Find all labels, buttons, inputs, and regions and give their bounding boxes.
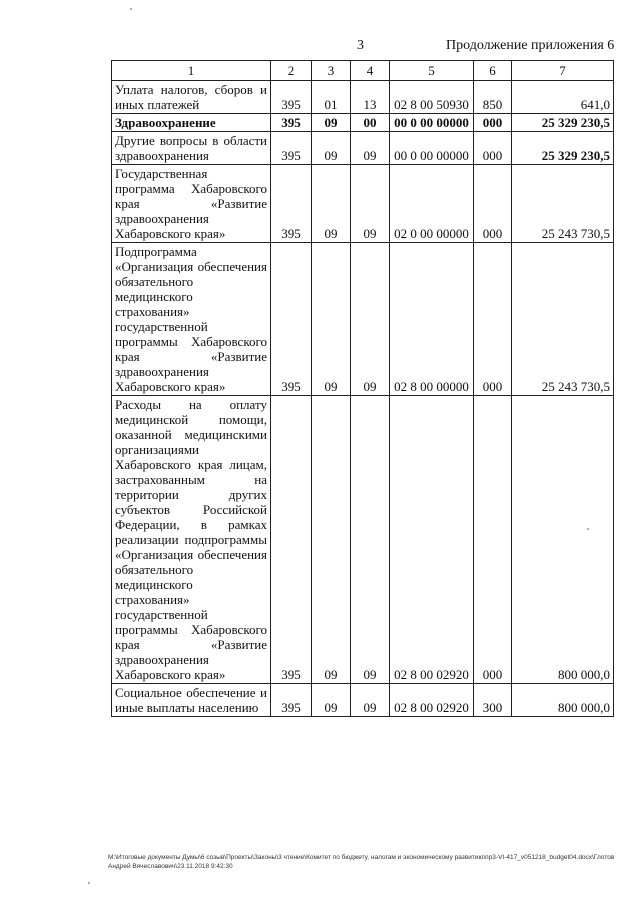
cell-section: 09 — [312, 165, 351, 243]
column-header: 6 — [474, 61, 512, 81]
cell-expense-type: 000 — [474, 396, 512, 684]
cell-amount: 25 329 230,5 — [512, 114, 614, 132]
cell-admin-code: 395 — [271, 684, 312, 717]
table-row — [112, 114, 614, 132]
table-row — [112, 396, 614, 684]
cell-subsection: 09 — [351, 165, 390, 243]
cell-target-article: 00 0 00 00000 — [390, 132, 474, 165]
scan-speck — [130, 8, 132, 10]
column-header: 7 — [512, 61, 614, 81]
cell-admin-code: 395 — [271, 114, 312, 132]
cell-expense-type: 000 — [474, 165, 512, 243]
cell-section: 01 — [312, 81, 351, 114]
cell-section: 09 — [312, 114, 351, 132]
cell-admin-code: 395 — [271, 396, 312, 684]
cell-admin-code: 395 — [271, 165, 312, 243]
cell-admin-code: 395 — [271, 81, 312, 114]
table-row — [112, 132, 614, 165]
cell-section: 09 — [312, 243, 351, 396]
cell-target-article: 02 0 00 00000 — [390, 165, 474, 243]
cell-subsection: 00 — [351, 114, 390, 132]
column-header: 5 — [390, 61, 474, 81]
scan-speck — [88, 882, 90, 884]
table-row — [112, 243, 614, 396]
cell-section: 09 — [312, 132, 351, 165]
table-row — [112, 81, 614, 114]
column-header: 4 — [351, 61, 390, 81]
table-row — [112, 684, 614, 717]
cell-subsection: 13 — [351, 81, 390, 114]
row-name: Государственная программа Хабаровского края «Развитие здравоохранения Хабаровского края» — [112, 165, 271, 243]
row-name: Здравоохранение — [112, 114, 271, 132]
cell-target-article: 02 8 00 00000 — [390, 243, 474, 396]
document-path-footer: M:\Итоговые документы Думы\6 созыв\Проекты\Законы\3 чтение\Комитет по бюджету, налогам и экономическому развитию\пр3-VI-417_v051218_budget04.docx\Глотов Андрей Вячеславович\23.11.2018 9:42:30 — [108, 854, 615, 870]
cell-admin-code: 395 — [271, 243, 312, 396]
continuation-label: Продолжение приложения 6 — [446, 38, 615, 53]
cell-amount: 800 000,0 — [512, 396, 614, 684]
cell-amount: 800 000,0 — [512, 684, 614, 717]
column-header: 3 — [312, 61, 351, 81]
cell-target-article: 02 8 00 50930 — [390, 81, 474, 114]
cell-amount: 25 329 230,5 — [512, 132, 614, 165]
cell-target-article: 02 8 00 02920 — [390, 396, 474, 684]
cell-amount: 25 243 730,5 — [512, 165, 614, 243]
cell-subsection: 09 — [351, 396, 390, 684]
cell-section: 09 — [312, 684, 351, 717]
cell-subsection: 09 — [351, 243, 390, 396]
cell-expense-type: 300 — [474, 684, 512, 717]
cell-expense-type: 000 — [474, 132, 512, 165]
page-number: 3 — [357, 38, 364, 53]
column-header: 2 — [271, 61, 312, 81]
cell-expense-type: 000 — [474, 114, 512, 132]
cell-amount: 641,0 — [512, 81, 614, 114]
scan-speck — [587, 528, 589, 530]
table-row — [112, 165, 614, 243]
table-header-row — [112, 61, 614, 81]
budget-table — [111, 60, 614, 717]
cell-expense-type: 850 — [474, 81, 512, 114]
column-header: 1 — [112, 61, 271, 81]
row-name: Подпрограмма «Организация обеспечения обязательного медицинского страхования» государственной программы Хабаровского края «Развитие здравоохранения Хабаровского края» — [112, 243, 271, 396]
row-name: Уплата налогов, сборов и иных платежей — [112, 81, 271, 114]
cell-section: 09 — [312, 396, 351, 684]
cell-amount: 25 243 730,5 — [512, 243, 614, 396]
row-name: Другие вопросы в области здравоохранения — [112, 132, 271, 165]
row-name: Расходы на оплату медицинской помощи, оказанной медицинскими организациями Хабаровского края лицам, застрахованным на территории других субъектов Российской Федерации, в рамках реализации подпрограммы «Организация обеспечения обязательного медицинского страхования» государственной программы Хабаровского края «Развитие здравоохранения Хабаровского края» — [112, 396, 271, 684]
cell-target-article: 00 0 00 00000 — [390, 114, 474, 132]
cell-target-article: 02 8 00 02920 — [390, 684, 474, 717]
cell-subsection: 09 — [351, 132, 390, 165]
cell-expense-type: 000 — [474, 243, 512, 396]
cell-admin-code: 395 — [271, 132, 312, 165]
cell-subsection: 09 — [351, 684, 390, 717]
row-name: Социальное обеспечение и иные выплаты населению — [112, 684, 271, 717]
